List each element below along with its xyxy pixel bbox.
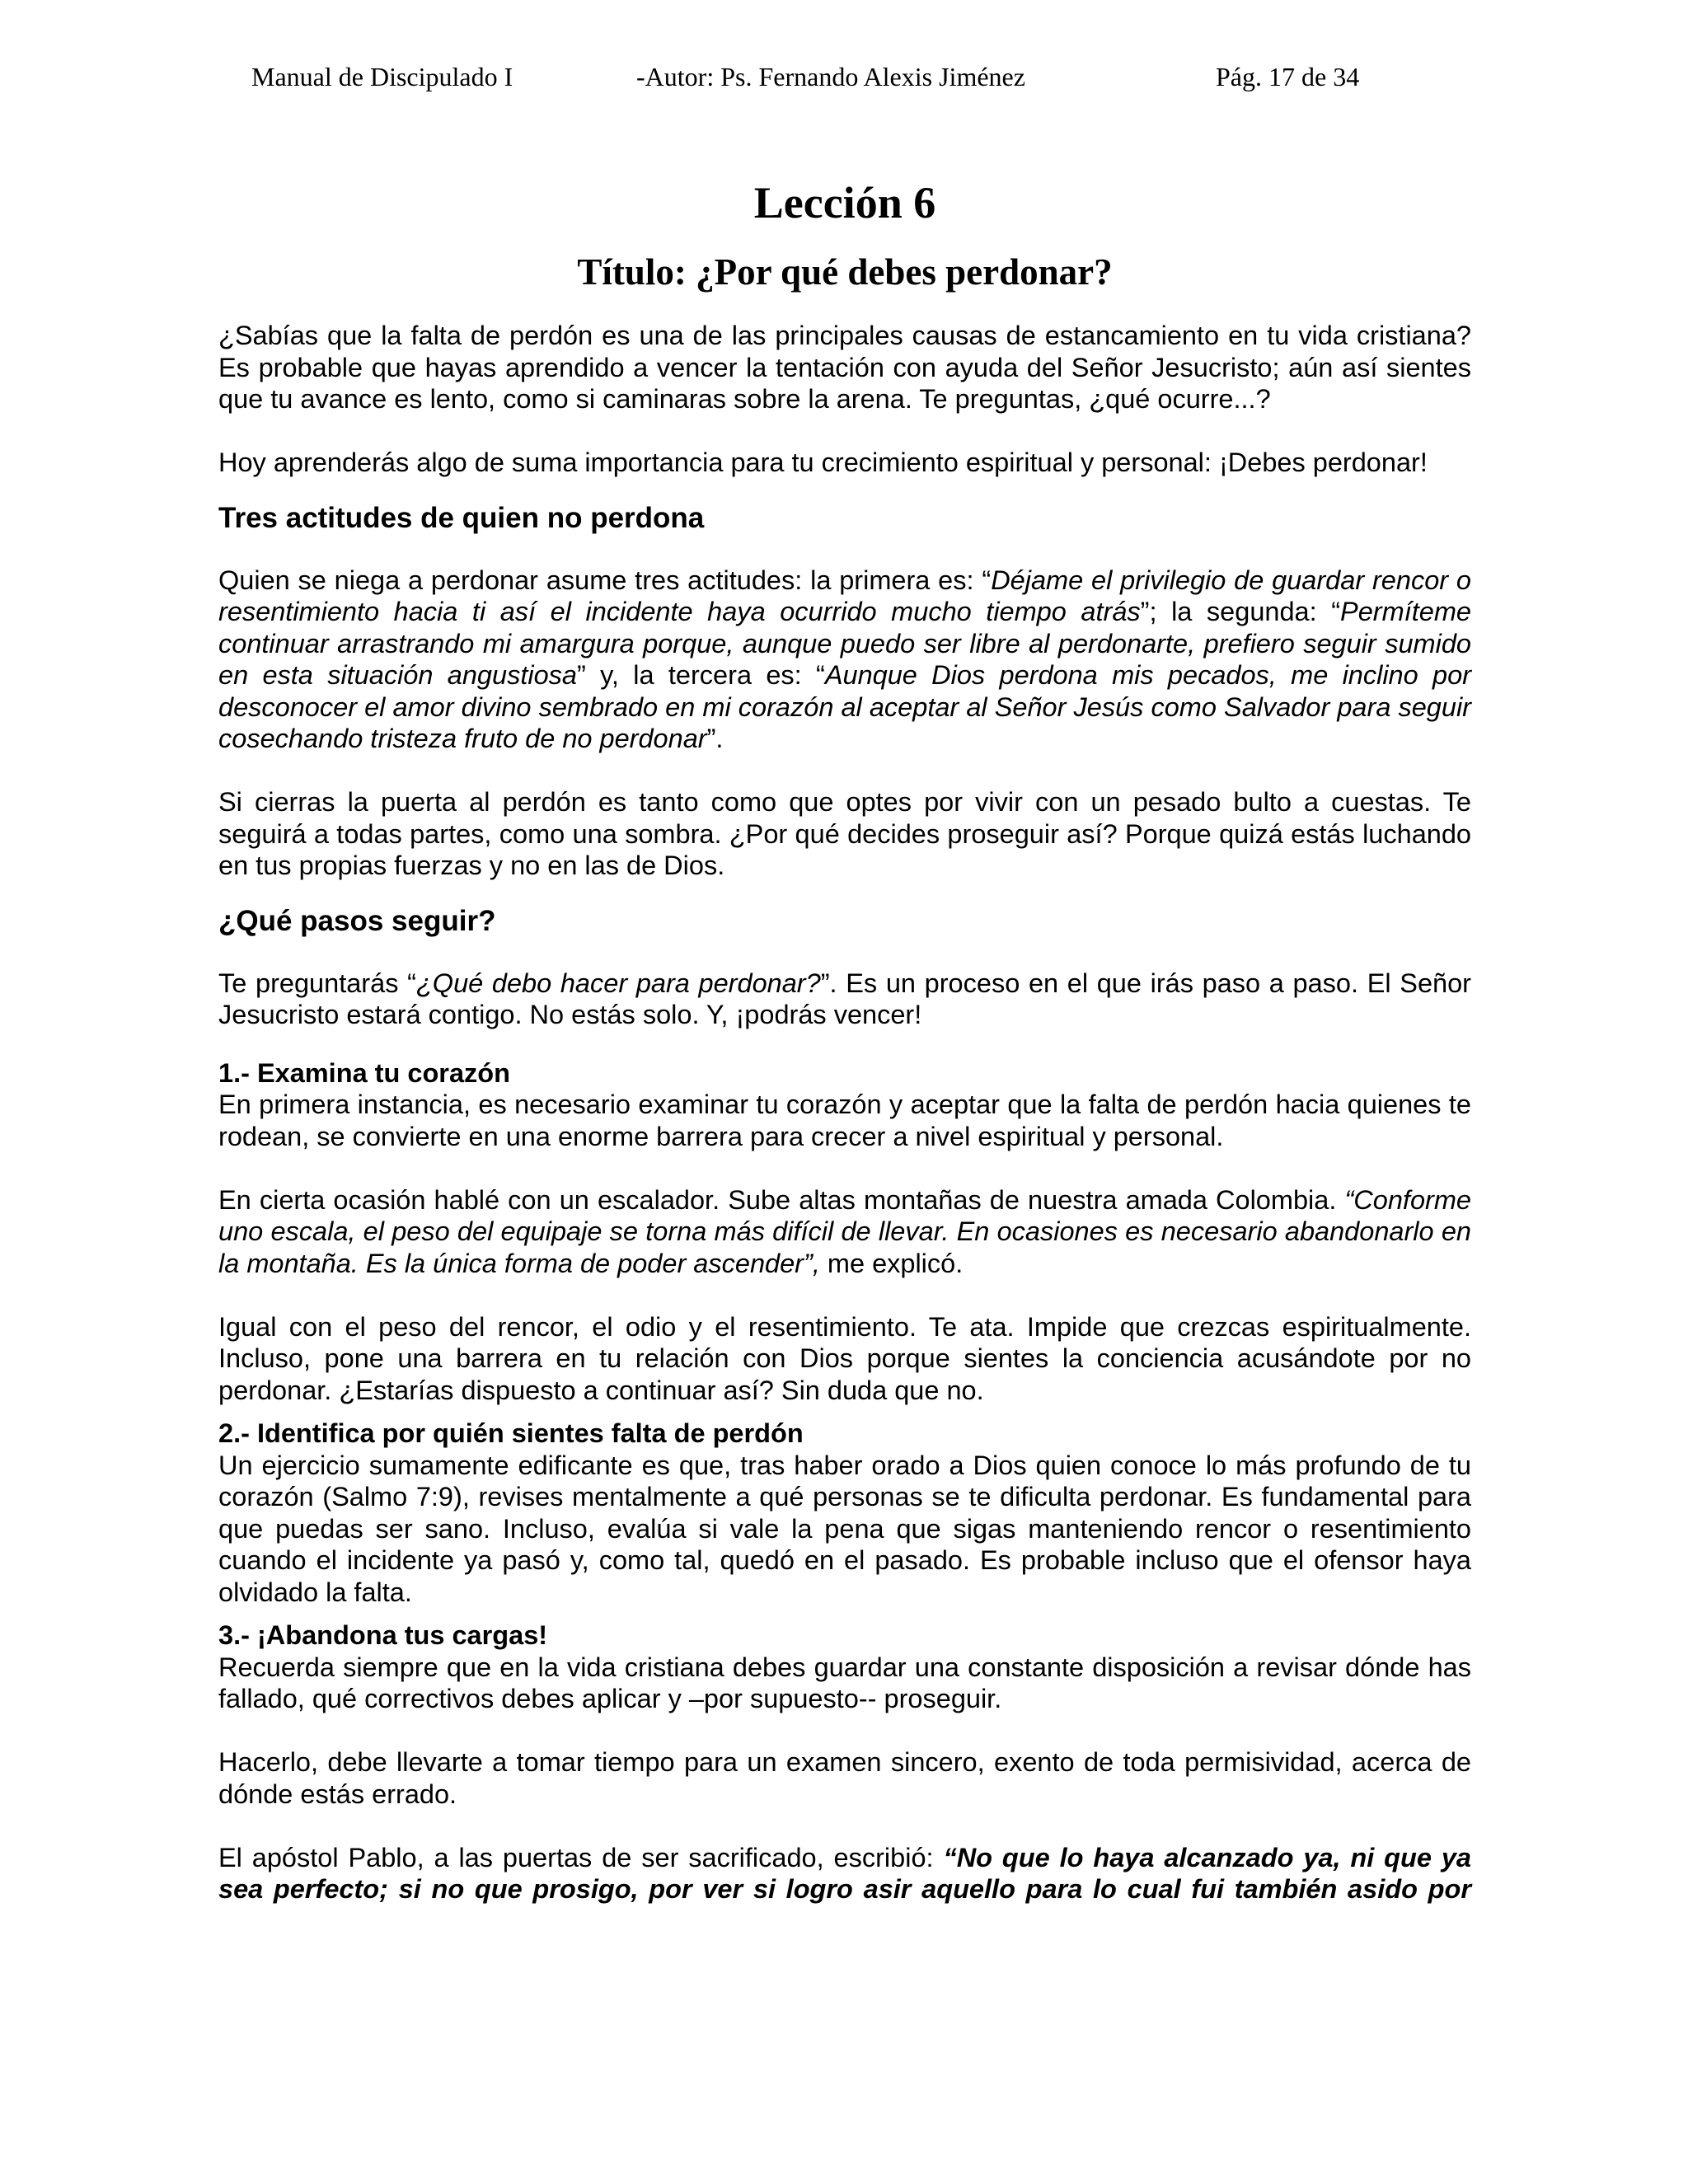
step-1-paragraph-3: Igual con el peso del rencor, el odio y el resentimiento. Te ata. Impide que crezcas espiritualmente. Incluso, pone una barrera en tu relación con Dios porque sientes la conciencia acusándote por no perdonar. ¿Estarías dispuesto a continuar así? Sin duda que no. <box>218 1311 1471 1405</box>
step-1-paragraph-1: En primera instancia, es necesario examinar tu corazón y aceptar que la falta de perdón hacia quienes te rodean, se convierte en una enorme barrera para crecer a nivel espiritual y personal. <box>218 1090 1471 1151</box>
section-heading-steps: ¿Qué pasos seguir? <box>218 904 496 937</box>
steps-intro-paragraph: Te preguntarás “¿Qué debo hacer para perdonar?”. Es un proceso en el que irás paso a paso. El Señor Jesucristo estará contigo. No estás solo. Y, ¡podrás vencer! <box>218 968 1471 1029</box>
header-author: -Autor: Ps. Fernando Alexis Jiménez <box>636 62 1025 91</box>
lesson-subtitle: Título: ¿Por qué debes perdonar? <box>577 251 1113 293</box>
step-3-paragraph-3: El apóstol Pablo, a las puertas de ser sacrificado, escribió: “No que lo haya alcanzado ya, ni que ya sea perfecto; si no que prosigo, por ver si logro asir aquello para lo cual fui también asido por <box>218 1842 1471 1904</box>
section-heading-attitudes: Tres actitudes de quien no perdona <box>218 501 705 534</box>
step-3-paragraph-2: Hacerlo, debe llevarte a tomar tiempo para un examen sincero, exento de toda permisividad, acerca de dónde estás errado. <box>218 1747 1471 1809</box>
header-page-number: Pág. 17 de 34 <box>1216 62 1360 91</box>
step-2-heading: 2.- Identifica por quién sientes falta de perdón <box>218 1418 804 1448</box>
step-3-heading: 3.- ¡Abandona tus cargas! <box>218 1620 548 1650</box>
document-page <box>218 165 1471 1905</box>
header-manual-title: Manual de Discipulado I <box>251 62 513 91</box>
step-3-paragraph-1: Recuerda siempre que en la vida cristiana debes guardar una constante disposición a revisar dónde has fallado, qué correctivos debes aplicar y –por supuesto-- proseguir. <box>218 1652 1471 1713</box>
document-body <box>218 320 1471 1905</box>
step-1-paragraph-2: En cierta ocasión hablé con un escalador. Sube altas montañas de nuestra amada Colombia. “Conforme uno escala, el peso del equipaje se torna más difícil de llevar. En ocasiones es necesario abandonarlo en la montaña. Es la única forma de poder ascender”, me explicó. <box>218 1184 1471 1278</box>
attitudes-paragraph-2: Si cierras la puerta al perdón es tanto como que optes por vivir con un pesado bulto a cuestas. Te seguirá a todas partes, como una sombra. ¿Por qué decides proseguir así? Porque quizá estás luchando en tus propias fuerzas y no en las de Dios. <box>218 787 1471 880</box>
attitudes-paragraph-1: Quien se niega a perdonar asume tres actitudes: la primera es: “Déjame el privilegio de guardar rencor o resentimiento hacia ti así el incidente haya ocurrido mucho tiempo atrás”; la segunda: “Permíteme continuar arrastrando mi amargura porque, aunque puedo ser libre al perdonarte, prefiero seguir sumido en esta situación angustiosa” y, la tercera es: “Aunque Dios perdona mis pecados, me inclino por desconocer el amor divino sembrado en mi corazón al aceptar al Señor Jesús como Salvador para seguir cosechando tristeza fruto de no perdonar”. <box>218 565 1471 753</box>
step-2-paragraph-1: Un ejercicio sumamente edificante es que, tras haber orado a Dios quien conoce lo más profundo de tu corazón (Salmo 7:9), revises mentalmente a qué personas se te dificulta perdonar. Es fundamental para que puedas ser sano. Incluso, evalúa si vale la pena que sigas manteniendo rencor o resentimiento cuando el incidente ya pasó y, como tal, quedó en el pasado. Es probable incluso que el ofensor haya olvidado la falta. <box>218 1450 1471 1607</box>
step-1-heading: 1.- Examina tu corazón <box>218 1057 510 1088</box>
intro-paragraph-2: Hoy aprenderás algo de suma importancia para tu crecimiento espiritual y personal: ¡Debes perdonar! <box>218 448 1428 477</box>
page-header <box>0 56 1688 97</box>
intro-paragraph-1: ¿Sabías que la falta de perdón es una de las principales causas de estancamiento en tu vida cristiana? Es probable que hayas aprendido a vencer la tentación con ayuda del Señor Jesucristo; aún así sientes que tu avance es lento, como si caminaras sobre la arena. Te preguntas, ¿qué ocurre...? <box>218 321 1471 414</box>
lesson-title: Lección 6 <box>753 178 936 227</box>
